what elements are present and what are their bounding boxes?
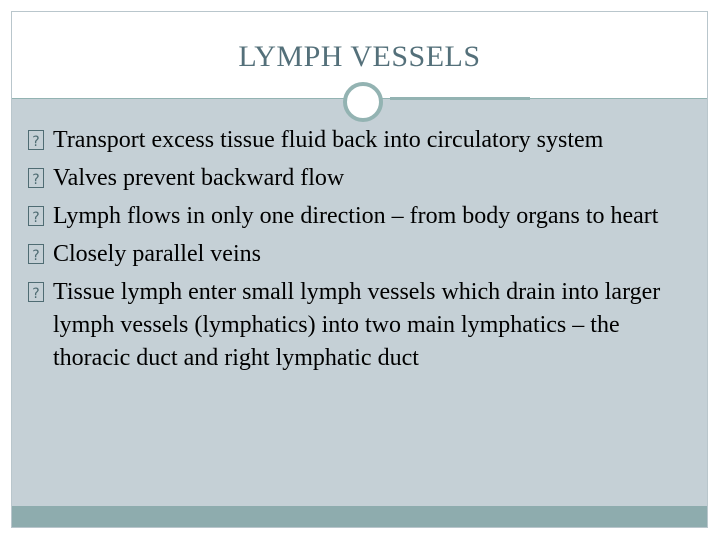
footer-bar [12,506,707,527]
bullet-item [28,238,698,271]
bullet-item [28,200,698,233]
bullet-item [28,124,698,157]
missing-glyph-bullet-icon [28,282,44,302]
bullet-text: Closely parallel veins [53,241,261,267]
slide-title: LYMPH VESSELS [238,40,481,73]
bullet-text: Tissue lymph enter small lymph vessels which drain into larger lymph vessels (lymphatics) into two main lymphatics – the thoracic duct and right lymphatic duct [53,279,661,371]
bullet-text: Transport excess tissue fluid back into circulatory system [53,127,604,153]
missing-glyph-bullet-icon [28,244,44,264]
slide-frame [11,11,708,528]
bullet-list [28,124,698,380]
title-divider-accent [390,97,530,100]
missing-glyph-bullet-icon [28,206,44,226]
bullet-text: Lymph flows in only one direction – from body organs to heart [53,203,659,229]
missing-glyph-bullet-icon [28,130,44,150]
bullet-item [28,162,698,195]
missing-glyph-bullet-icon [28,168,44,188]
bullet-item [28,276,698,375]
circle-ring-icon [343,82,383,122]
bullet-text: Valves prevent backward flow [53,165,345,191]
